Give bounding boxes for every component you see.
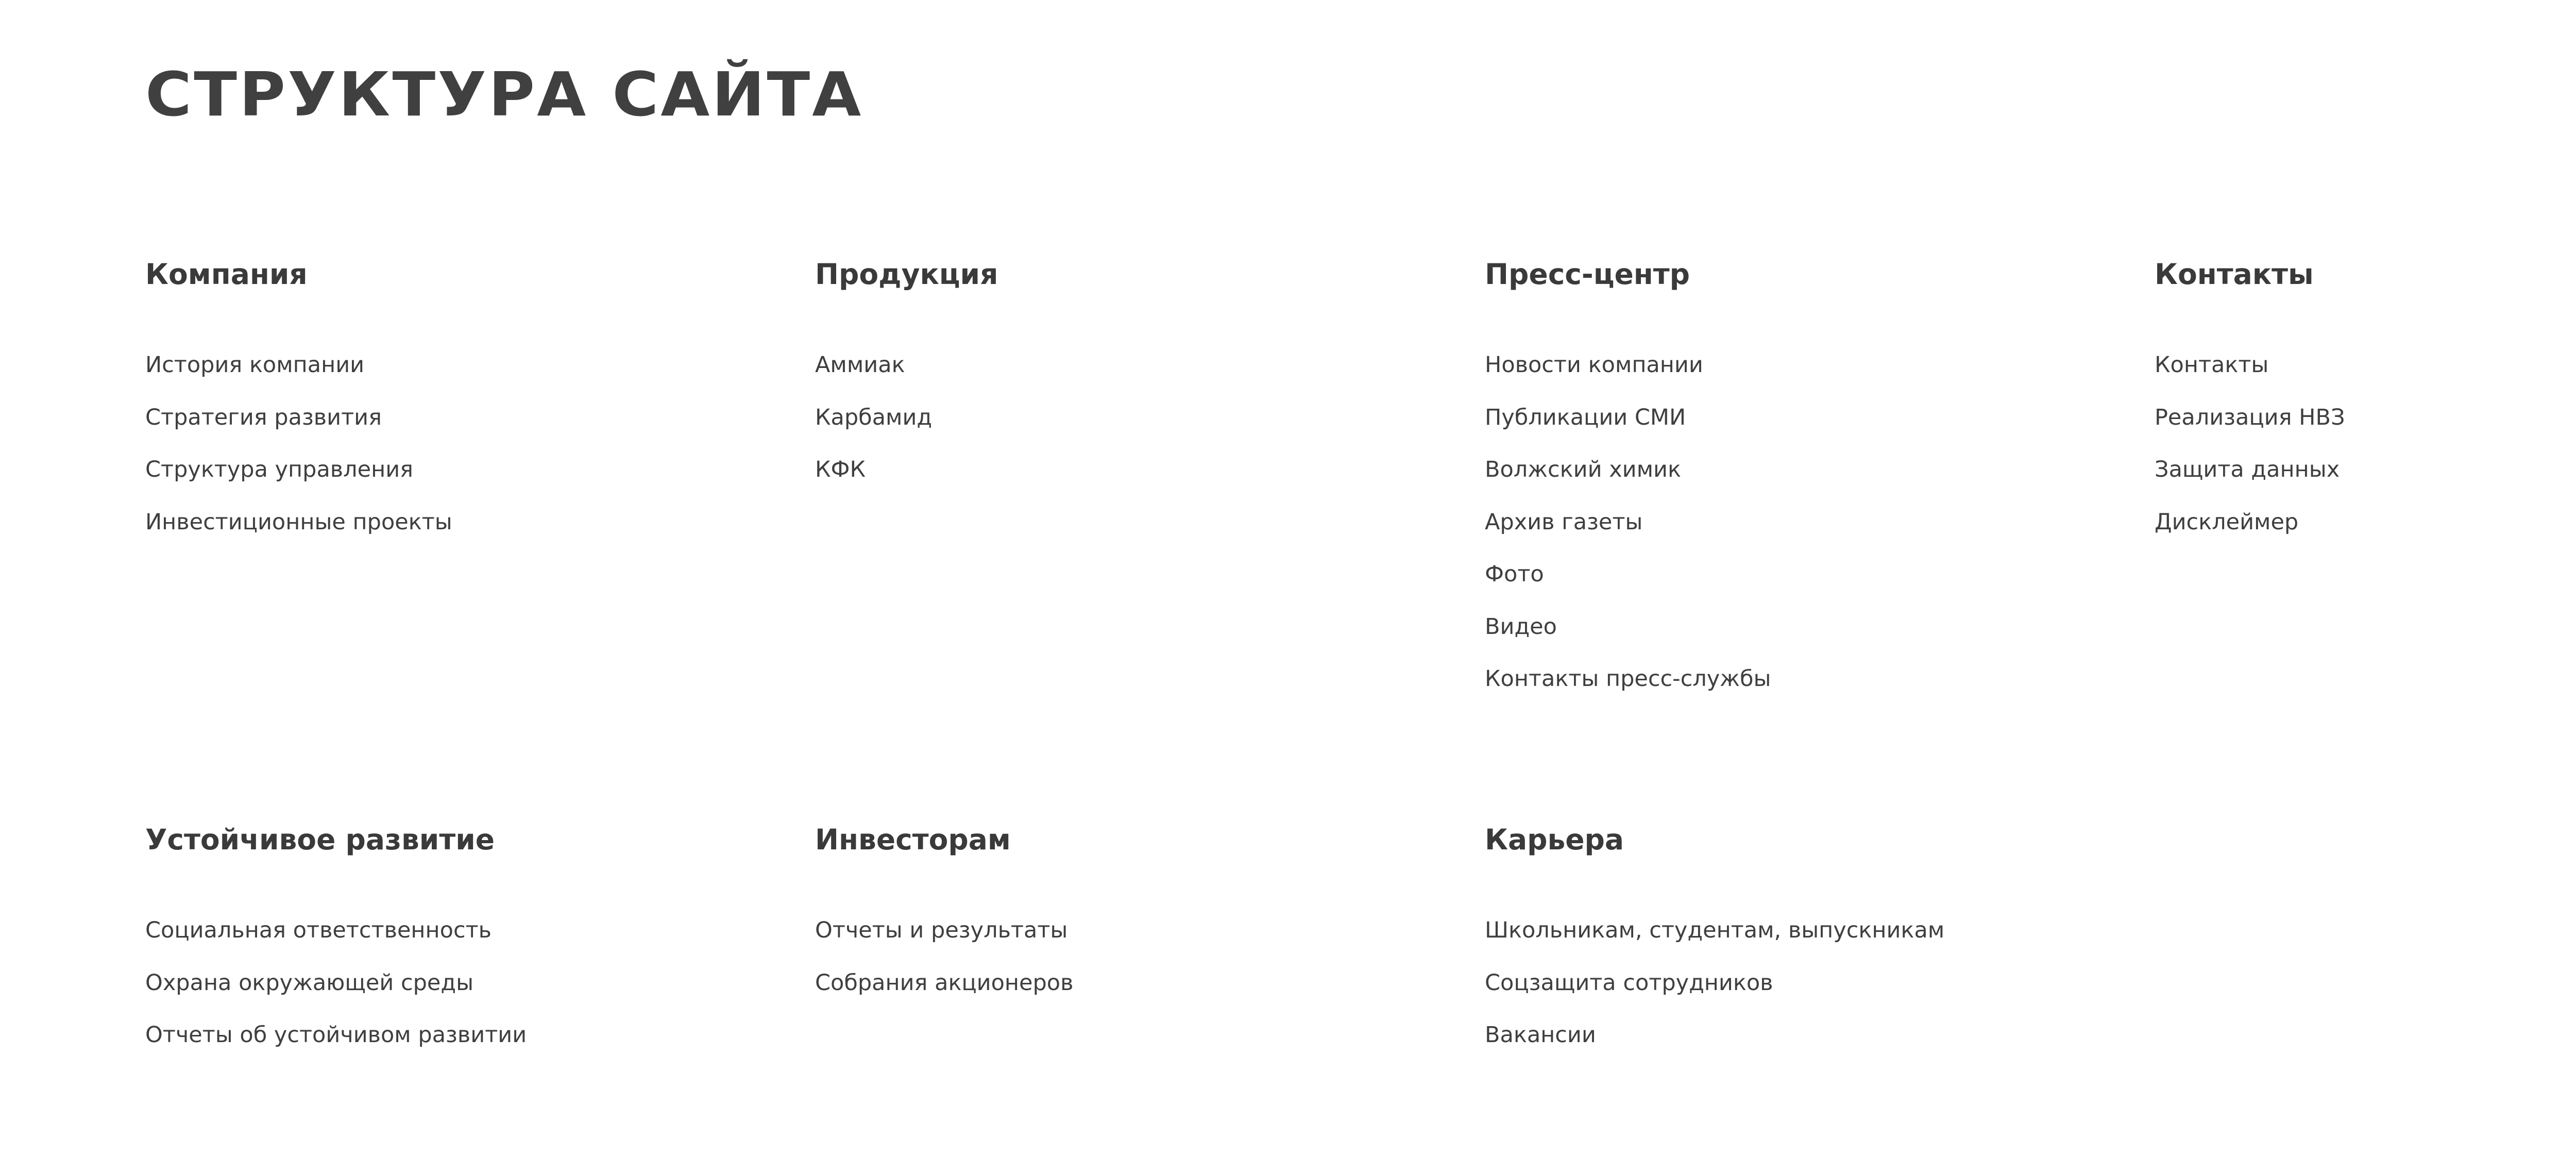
link-products-ufc[interactable]: КФК bbox=[815, 457, 866, 482]
list-item bbox=[1485, 608, 1771, 661]
list-item bbox=[815, 346, 932, 399]
section-sustainable bbox=[145, 822, 764, 1048]
links-sustainable bbox=[145, 912, 527, 1069]
links-contacts bbox=[2155, 346, 2345, 556]
list-item bbox=[1485, 964, 1944, 1017]
section-products bbox=[815, 256, 1433, 482]
list-item bbox=[2155, 504, 2345, 556]
link-sustainable-social[interactable]: Социальная ответственность bbox=[145, 917, 492, 943]
section-press bbox=[1485, 256, 2103, 692]
list-item bbox=[145, 912, 527, 964]
link-company-strategy[interactable]: Стратегия развития bbox=[145, 404, 382, 430]
list-item bbox=[2155, 399, 2345, 451]
links-products bbox=[815, 346, 932, 504]
link-sustainable-reports[interactable]: Отчеты об устойчивом развитии bbox=[145, 1022, 527, 1048]
link-press-newspaper[interactable]: Волжский химик bbox=[1485, 457, 1681, 482]
links-investors bbox=[815, 912, 1073, 1016]
section-title-career[interactable]: Карьера bbox=[1485, 823, 1624, 856]
section-company bbox=[145, 256, 764, 535]
link-career-students[interactable]: Школьникам, студентам, выпускникам bbox=[1485, 917, 1945, 943]
list-item bbox=[145, 399, 452, 451]
links-career bbox=[1485, 912, 1944, 1069]
list-item bbox=[1485, 346, 1771, 399]
list-item bbox=[145, 1016, 527, 1069]
link-investors-meetings[interactable]: Собрания акционеров bbox=[815, 969, 1074, 996]
link-career-vacancies[interactable]: Вакансии bbox=[1485, 1022, 1596, 1048]
link-press-news[interactable]: Новости компании bbox=[1485, 352, 1703, 378]
list-item bbox=[145, 504, 452, 556]
section-contacts bbox=[2155, 256, 2576, 535]
links-company bbox=[145, 346, 452, 556]
list-item bbox=[815, 451, 932, 504]
section-career bbox=[1485, 822, 2103, 1048]
list-item bbox=[815, 399, 932, 451]
section-title-contacts[interactable]: Контакты bbox=[2155, 258, 2314, 291]
list-item bbox=[815, 912, 1073, 964]
link-investors-reports[interactable]: Отчеты и результаты bbox=[815, 917, 1068, 943]
link-press-media[interactable]: Публикации СМИ bbox=[1485, 404, 1686, 430]
section-title-products[interactable]: Продукция bbox=[815, 258, 998, 291]
list-item bbox=[1485, 504, 1771, 556]
page-title: СТРУКТУРА САЙТА bbox=[145, 59, 863, 130]
list-item bbox=[815, 964, 1073, 1017]
link-products-urea[interactable]: Карбамид bbox=[815, 404, 933, 430]
list-item bbox=[1485, 1016, 1944, 1069]
section-investors bbox=[815, 822, 1433, 996]
link-contacts-sales[interactable]: Реализация НВЗ bbox=[2155, 404, 2345, 430]
list-item bbox=[2155, 451, 2345, 504]
link-contacts-data-protection[interactable]: Защита данных bbox=[2155, 457, 2340, 482]
list-item bbox=[145, 964, 527, 1017]
link-contacts-disclaimer[interactable]: Дисклеймер bbox=[2155, 509, 2299, 535]
list-item bbox=[145, 346, 452, 399]
link-company-investment-projects[interactable]: Инвестиционные проекты bbox=[145, 509, 452, 535]
links-press bbox=[1485, 346, 1771, 713]
link-career-social-protection[interactable]: Соцзащита сотрудников bbox=[1485, 969, 1773, 996]
list-item bbox=[1485, 451, 1771, 504]
link-company-governance[interactable]: Структура управления bbox=[145, 457, 414, 482]
link-products-ammonia[interactable]: Аммиак bbox=[815, 352, 905, 378]
list-item bbox=[145, 451, 452, 504]
link-contacts-contacts[interactable]: Контакты bbox=[2155, 352, 2269, 378]
link-sustainable-environment[interactable]: Охрана окружающей среды bbox=[145, 969, 474, 996]
section-title-investors[interactable]: Инвесторам bbox=[815, 823, 1011, 856]
link-company-history[interactable]: История компании bbox=[145, 352, 365, 378]
list-item bbox=[1485, 912, 1944, 964]
list-item bbox=[1485, 399, 1771, 451]
list-item bbox=[1485, 660, 1771, 713]
section-title-sustainable[interactable]: Устойчивое развитие bbox=[145, 823, 495, 856]
list-item bbox=[1485, 556, 1771, 608]
link-press-archive[interactable]: Архив газеты bbox=[1485, 509, 1643, 535]
section-title-press[interactable]: Пресс-центр bbox=[1485, 258, 1690, 291]
section-title-company[interactable]: Компания bbox=[145, 258, 308, 291]
list-item bbox=[2155, 346, 2345, 399]
link-press-contacts[interactable]: Контакты пресс-службы bbox=[1485, 666, 1771, 692]
link-press-video[interactable]: Видео bbox=[1485, 613, 1557, 640]
link-press-photo[interactable]: Фото bbox=[1485, 561, 1544, 587]
